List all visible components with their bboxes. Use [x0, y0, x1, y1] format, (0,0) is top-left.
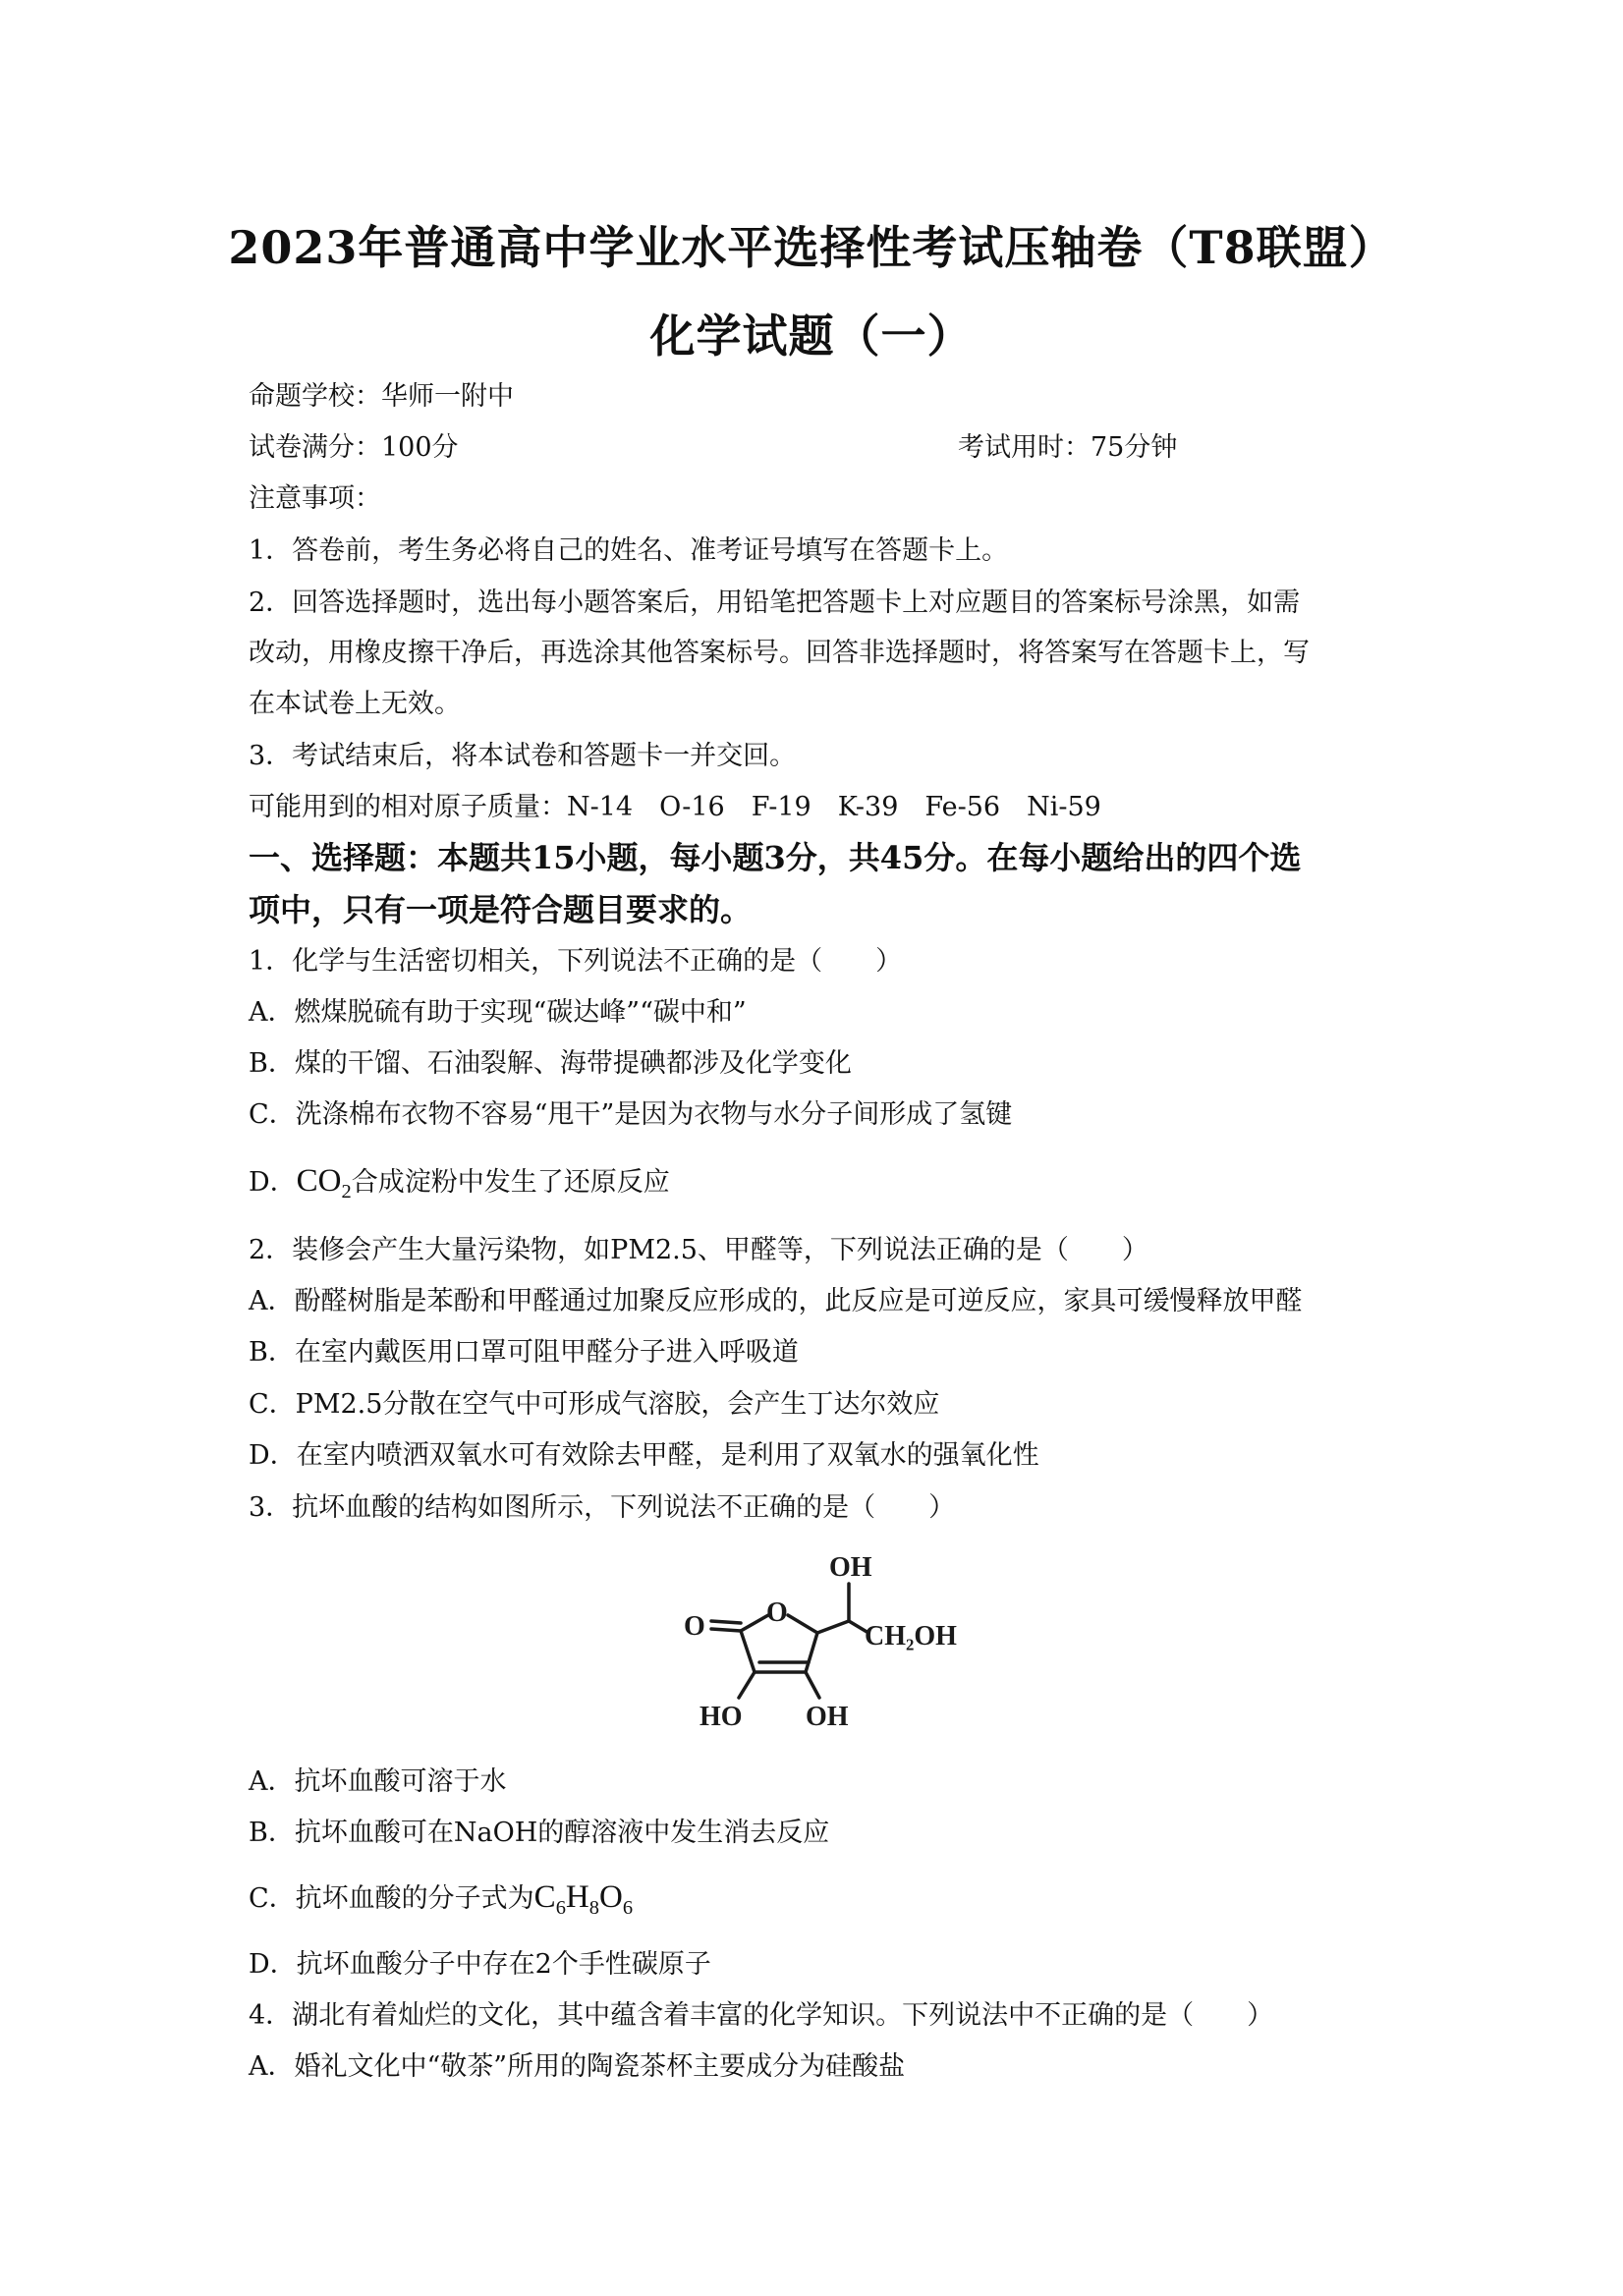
q2-stem: 2．装修会产生大量污染物，如PM2.5、甲醛等，下列说法正确的是（ ）: [249, 1235, 1148, 1265]
q3-option-a: A．抗坏血酸可溶于水: [249, 1766, 507, 1797]
notice-item-2-line-2: 改动，用橡皮擦干净后，再选涂其他答案标号。回答非选择题时，将答案写在答题卡上，写: [249, 638, 1310, 668]
q2-option-a: A．酚醛树脂是苯酚和甲醛通过加聚反应形成的，此反应是可逆反应，家具可缓慢释放甲醛: [249, 1286, 1303, 1316]
section-heading-line-2: 项中，只有一项是符合题目要求的。: [249, 891, 753, 928]
score-duration-line: [249, 434, 1388, 461]
q3-option-d: D．抗坏血酸分子中存在2个手性碳原子: [249, 1949, 711, 1980]
full-score: 试卷满分：100分: [249, 432, 459, 463]
q1-option-c: C．洗涤棉布衣物不容易“甩干”是因为衣物与水分子间形成了氢键: [249, 1099, 1013, 1130]
oh-bottom-label: OH: [806, 1702, 849, 1732]
q2-option-d: D．在室内喷洒双氧水可有效除去甲醛，是利用了双氧水的强氧化性: [249, 1440, 1039, 1471]
q3-stem: 3．抗坏血酸的结构如图所示，下列说法不正确的是（ ）: [249, 1492, 956, 1523]
notice-item-3: 3．考试结束后，将本试卷和答题卡一并交回。: [249, 741, 797, 771]
notice-item-1: 1．答卷前，考生务必将自己的姓名、准考证号填写在答题卡上。: [249, 535, 1009, 566]
school-line: 命题学校：华师一附中: [249, 381, 514, 412]
exam-subtitle: 化学试题（一）: [649, 309, 974, 363]
q3-option-b: B．抗坏血酸可在NaOH的醇溶液中发生消去反应: [249, 1818, 830, 1848]
q1-stem: 1．化学与生活密切相关，下列说法不正确的是（ ）: [249, 946, 903, 977]
carbonyl-oxygen-label: O: [684, 1611, 705, 1642]
ascorbic-acid-structure: [660, 1542, 984, 1739]
molecular-formula: $C_6H_8O_6$: [533, 1879, 634, 1920]
q4-stem: 4．湖北有着灿烂的文化，其中蕴含着丰富的化学知识。下列说法中不正确的是（ ）: [249, 2000, 1274, 2031]
ho-label: HO: [700, 1702, 743, 1732]
notice-item-2-line-1: 2．回答选择题时，选出每小题答案后，用铅笔把答题卡上对应题目的答案标号涂黑，如需: [249, 588, 1301, 618]
notice-item-2-line-3: 在本试卷上无效。: [249, 689, 461, 719]
q1-option-d: D．$CO_2$合成淀粉中发生了还原反应: [249, 1163, 670, 1204]
exam-title: 2023年普通高中学业水平选择性考试压轴卷（T8联盟）: [228, 221, 1395, 274]
q3-option-c: C．抗坏血酸的分子式为$C_6H_8O_6$: [249, 1879, 634, 1920]
atomic-mass-line: 可能用到的相对原子质量：N-14 O-16 F-19 K-39 Fe-56 Ni-59: [249, 792, 1101, 822]
q1-option-b: B．煤的干馏、石油裂解、海带提碘都涉及化学变化: [249, 1048, 852, 1079]
co2-formula: $CO_2$: [296, 1163, 352, 1204]
q1-option-a: A．燃煤脱硫有助于实现“碳达峰”“碳中和”: [249, 997, 747, 1028]
q4-option-a: A．婚礼文化中“敬茶”所用的陶瓷茶杯主要成分为硅酸盐: [249, 2051, 906, 2082]
ch2oh-label: CH₂OH: [865, 1621, 957, 1652]
q2-option-b: B．在室内戴医用口罩可阻甲醛分子进入呼吸道: [249, 1337, 799, 1368]
ring-oxygen-label: O: [766, 1597, 788, 1628]
section-heading-line-1: 一、选择题：本题共15小题，每小题3分，共45分。在每小题给出的四个选: [249, 839, 1302, 876]
notice-heading: 注意事项：: [249, 483, 381, 514]
q2-option-c: C．PM2.5分散在空气中可形成气溶胶，会产生丁达尔效应: [249, 1389, 940, 1420]
oh-top-label: OH: [829, 1552, 872, 1583]
duration: 考试用时：75分钟: [958, 432, 1178, 463]
